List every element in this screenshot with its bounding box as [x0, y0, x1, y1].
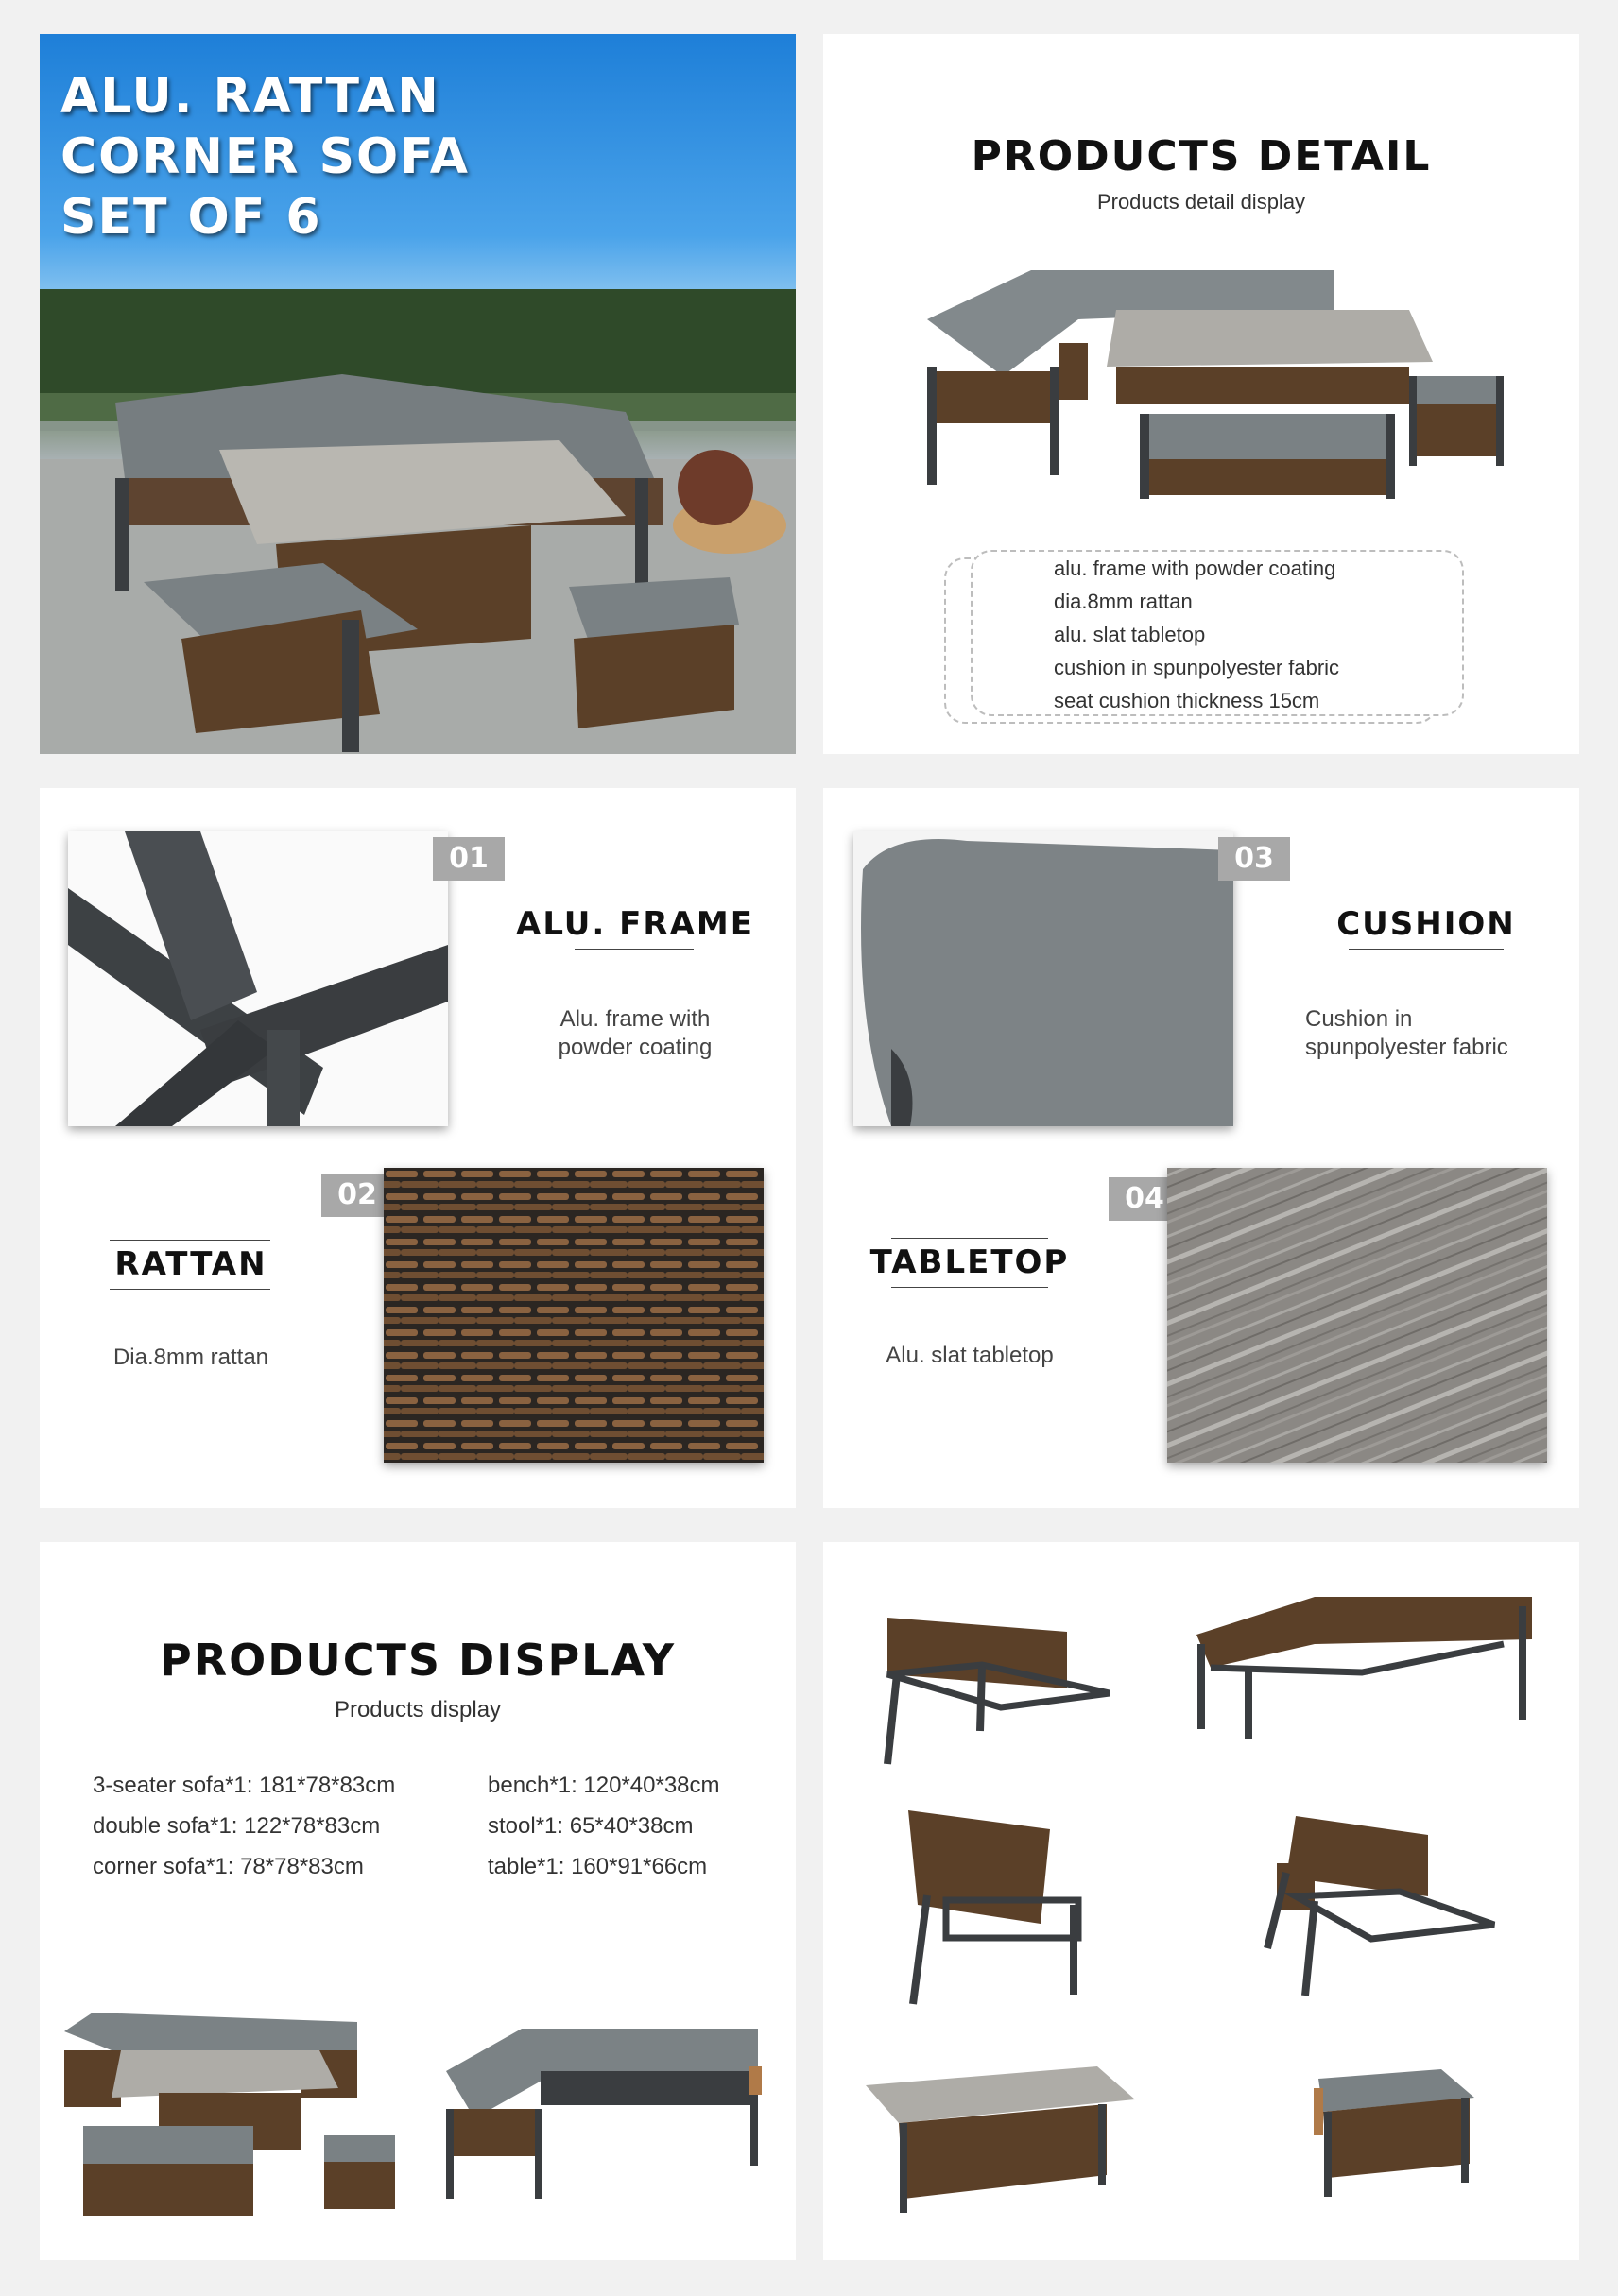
size-item: 3-seater sofa*1: 181*78*83cm — [93, 1773, 396, 1798]
products-detail-panel — [823, 34, 1579, 754]
spec-item: alu. slat tabletop — [1054, 623, 1206, 646]
spec-item: seat cushion thickness 15cm — [1054, 689, 1320, 712]
table-image — [861, 2062, 1145, 2222]
size-item: bench*1: 120*40*38cm — [488, 1773, 720, 1798]
rattan-photo — [384, 1168, 764, 1463]
three-seater-frame-image — [1192, 1587, 1551, 1757]
title-rule-top — [891, 1238, 1048, 1239]
feature-description-line: powder coating — [558, 1035, 713, 1060]
feature-title: CUSHION — [1336, 905, 1516, 943]
tabletop-photo — [1167, 1168, 1547, 1463]
feature-description-line: Alu. slat tabletop — [886, 1343, 1054, 1368]
feature-title: RATTAN — [114, 1245, 267, 1283]
spec-list — [1054, 552, 1339, 717]
hero-title — [60, 66, 470, 248]
feature-description-line: Cushion in — [1305, 1006, 1413, 1032]
feature-description — [1294, 1005, 1558, 1062]
hero-title-line: CORNER SOFA — [60, 129, 471, 185]
pieces-grid-panel — [823, 1542, 1579, 2260]
products-display-panel — [40, 1542, 796, 2260]
size-item: corner sofa*1: 78*78*83cm — [93, 1854, 364, 1879]
features-left-panel — [40, 788, 796, 1508]
title-rule-bottom — [1349, 949, 1504, 950]
left-arm-sofa-frame-image — [1258, 1807, 1504, 1996]
title-rule-bottom — [110, 1289, 270, 1290]
spec-item: cushion in spunpolyester fabric — [1054, 656, 1340, 679]
sizes-left — [93, 1765, 395, 1887]
spec-item: alu. frame with powder coating — [1054, 557, 1336, 580]
stool-image — [1300, 2060, 1489, 2202]
title-rule-bottom — [575, 949, 694, 950]
double-sofa-frame-image — [869, 1599, 1114, 1769]
hero-title-line: ALU. RATTAN — [60, 68, 440, 125]
sizes-right — [488, 1765, 720, 1887]
feature-description-line: spunpolyester fabric — [1305, 1035, 1508, 1060]
hero-title-line: SET OF 6 — [60, 189, 322, 246]
features-right-panel — [823, 788, 1579, 1508]
products-detail-set-image — [918, 253, 1504, 499]
alu-frame-photo — [68, 831, 448, 1126]
size-item: stool*1: 65*40*38cm — [488, 1813, 694, 1839]
feature-number-badge: 02 — [321, 1174, 393, 1217]
feature-title: ALU. FRAME — [516, 905, 754, 943]
hero-panel — [40, 34, 796, 754]
size-item: double sofa*1: 122*78*83cm — [93, 1813, 381, 1839]
feature-title: TABLETOP — [869, 1243, 1070, 1281]
products-display-title: PRODUCTS DISPLAY — [159, 1635, 677, 1686]
products-detail-subtitle: Products detail display — [1096, 190, 1306, 214]
corner-sofa-set-image — [437, 2014, 777, 2203]
feature-number-badge: 01 — [433, 837, 505, 881]
feature-description-line: Dia.8mm rattan — [112, 1345, 269, 1370]
cushion-photo — [853, 831, 1233, 1126]
products-display-subtitle: Products display — [334, 1697, 502, 1722]
products-detail-title: PRODUCTS DETAIL — [971, 132, 1432, 180]
title-rule-bottom — [891, 1287, 1048, 1288]
spec-item: dia.8mm rattan — [1054, 590, 1193, 613]
feature-number-badge: 03 — [1218, 837, 1290, 881]
feature-description — [512, 1005, 758, 1062]
full-set-image — [55, 1994, 395, 2230]
size-item: table*1: 160*91*66cm — [488, 1854, 708, 1879]
feature-description — [77, 1344, 304, 1372]
corner-sofa-frame-image — [889, 1801, 1107, 2009]
feature-description — [852, 1342, 1088, 1370]
feature-description-line: Alu. frame with — [559, 1006, 711, 1032]
title-rule-top — [110, 1240, 270, 1241]
feature-number-badge: 04 — [1109, 1177, 1180, 1221]
